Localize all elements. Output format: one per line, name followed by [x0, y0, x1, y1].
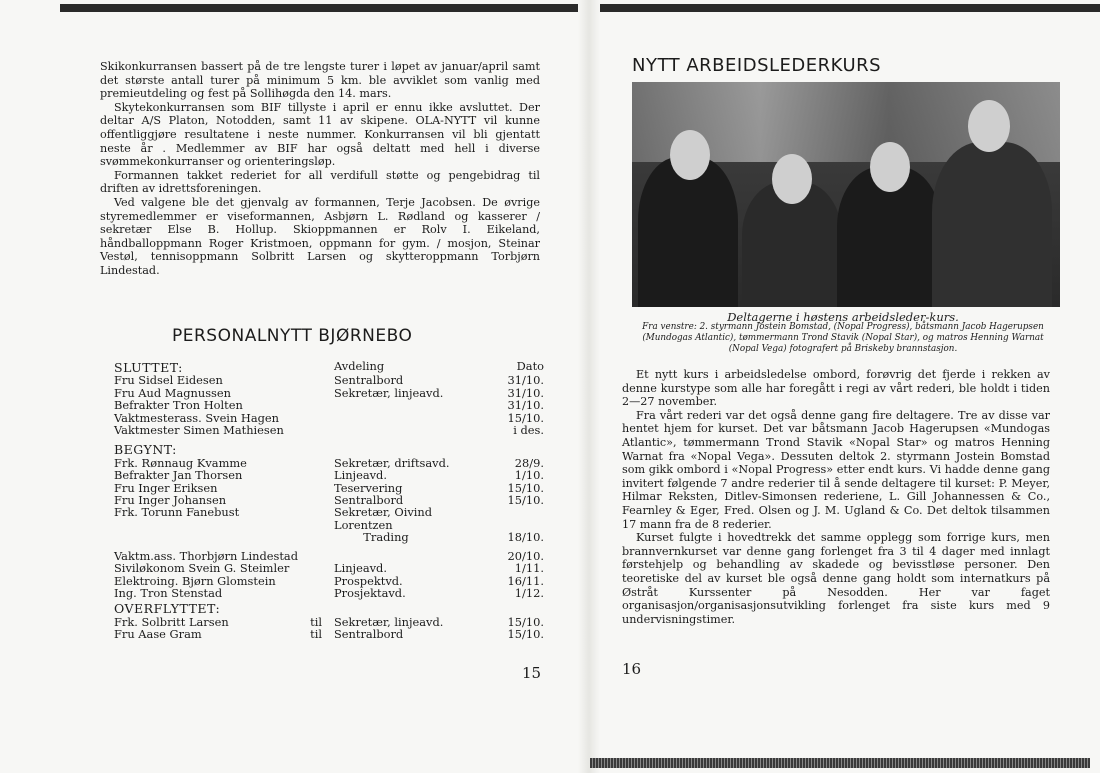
staff-department: Sentralbord — [334, 627, 404, 642]
paragraph: Formannen takket rederiet for all verdifull støtte og pengebidrag til driften av idrettsforeningen. — [100, 168, 540, 196]
photo-caption-title: Deltagerne i høstens arbeidsleder-kurs. — [727, 310, 959, 324]
staff-name: Fru Sidsel Eidesen — [114, 373, 223, 388]
page-gutter — [578, 0, 600, 773]
staff-row — [114, 469, 544, 481]
staff-date: 31/10. — [507, 373, 544, 388]
staff-department: Linjeavd. — [334, 468, 387, 483]
staff-date: 31/10. — [507, 385, 544, 400]
table-header-row — [114, 360, 544, 374]
staff-name-text: Frk. Solbritt Larsen — [114, 614, 229, 629]
staff-date: 15/10. — [507, 614, 544, 629]
overflyttet-label: OVERFLYTTET: — [114, 601, 221, 617]
staff-name — [114, 531, 303, 543]
staff-name: Frk. Torunn Fanebust — [114, 505, 240, 520]
staff-department: Sekretær, linjeavd. — [334, 614, 444, 629]
group-photo — [632, 82, 1060, 307]
staff-name — [114, 628, 334, 640]
staff-date: 18/10. — [507, 530, 544, 545]
overflyttet-list — [114, 616, 544, 641]
staff-name-text: Fru Aase Gram — [114, 627, 202, 642]
staff-department: Teservering — [334, 480, 403, 495]
staff-date: 20/10. — [507, 548, 544, 563]
staff-date: i des. — [513, 423, 544, 438]
section-heading-personalnytt: PERSONALNYTT BJØRNEBO — [172, 326, 413, 346]
staff-date: 15/10. — [507, 480, 544, 495]
photo-caption-text: Fra venstre: 2. styrmann Jostein Bomstad, (Nopal Progress), båtsmann Jacob Hagerupsen (Mundogas Atlantic), tømmermann Trond Stavik (Nopal Star), og matros Henning Warnat (Nopal Vega) fotografert på Briskeby brannstasjon. — [642, 322, 1044, 354]
staff-changes-table — [114, 360, 544, 641]
staff-date: 1/10. — [514, 468, 544, 483]
staff-department: Sekretær, linjeavd. — [334, 385, 444, 400]
begynt-label: BEGYNT: — [114, 442, 177, 458]
staff-row — [114, 399, 544, 411]
paragraph: Et nytt kurs i arbeidsledelse ombord, forøvrig det fjerde i rekken av denne kurstype som alle har foregått i regi av vårt rederi, ble holdt i tiden 2—27 november. — [622, 368, 1050, 409]
photo-face — [670, 130, 710, 180]
til-label: til — [310, 627, 322, 642]
left-page-text — [100, 60, 540, 278]
til-label: til — [310, 614, 322, 629]
photo-face — [870, 142, 910, 192]
staff-row — [114, 628, 544, 640]
page-number-left: 15 — [522, 664, 542, 682]
staff-department: Sekretær, Oivind Lorentzen — [334, 505, 433, 532]
staff-date: 15/10. — [507, 493, 544, 508]
sluttet-label: SLUTTET: — [114, 360, 183, 375]
staff-name: Fru Inger Eriksen — [114, 480, 218, 495]
staff-department: Sentralbord — [334, 493, 404, 508]
scan-edge-bottom — [590, 758, 1090, 768]
staff-name: Vaktmester Simen Mathiesen — [114, 423, 284, 438]
page-number-right: 16 — [622, 660, 642, 678]
staff-department — [334, 399, 494, 411]
staff-department: Sekretær, driftsavd. — [334, 455, 450, 470]
staff-date: 15/10. — [507, 410, 544, 425]
staff-name: Ing. Tron Stenstad — [114, 585, 223, 600]
staff-row — [114, 424, 544, 436]
staff-department: Prosjektavd. — [334, 585, 406, 600]
staff-department: Sentralbord — [334, 373, 404, 388]
staff-name: Fru Inger Johansen — [114, 493, 227, 508]
staff-department — [334, 424, 494, 436]
paragraph: Ved valgene ble det gjenvalg av formannen, Terje Jacobsen. De øvrige styremedlemmer er viseformannen, Asbjørn L. Rødland og kasserer / sekretær Else B. Hollup. Skioppmannen er Rolv I. Eikeland, håndballoppmann Roger Kristmoen, oppmann for gym. / mosjon, Steinar Vestøl, tennisoppmann Solbritt Larsen og skytteroppmann Torbjørn Lindestad. — [100, 195, 540, 277]
staff-name: Siviløkonom Svein G. Steimler — [114, 561, 290, 576]
staff-date: 31/10. — [507, 398, 544, 413]
scan-edge-top-left — [60, 4, 580, 12]
staff-department: Prospektvd. — [334, 573, 403, 588]
staff-date: 28/9. — [514, 455, 544, 470]
section-heading-arbeidslederkurs: NYTT ARBEIDSLEDERKURS — [632, 55, 882, 76]
staff-row — [114, 374, 544, 386]
staff-name: Befrakter Jan Thorsen — [114, 468, 243, 483]
begynt-header — [114, 442, 544, 456]
staff-name: Vaktmesterass. Svein Hagen — [114, 410, 279, 425]
staff-row — [114, 506, 544, 531]
paragraph: Fra vårt rederi var det også denne gang fire deltagere. Tre av disse var hentet hjem for kurset. Det var båtsmann Jacob Hagerupsen «Mundogas Atlantic», tømmermann Trond Stavik «Nopal Star» og matros Henning Warnat fra «Nopal Vega». Dessuten deltok 2. styrmann Jostein Bomstad som gikk ombord i «Nopal Progress» etter endt kurs. Vi hadde denne gang invitert følgende 7 andre rederier til å sende deltagere til kurset: P. Meyer, Hilmar Reksten, Ditlev-Simonsen rederiene, L. Gill Johannessen & Co., Fearnley & Eger, Fred. Olsen og J. M. Ugland & Co. Det deltok tilsammen 17 mann fra de 8 rederier. — [622, 408, 1050, 531]
scan-edge-top-right — [596, 4, 1100, 12]
staff-date: 1/12. — [514, 585, 544, 600]
staff-name: Fru Aud Magnussen — [114, 385, 231, 400]
right-page-text — [622, 368, 1050, 626]
begynt-list — [114, 457, 544, 599]
staff-name: Frk. Rønnaug Kvamme — [114, 455, 247, 470]
staff-row — [114, 587, 544, 599]
sluttet-list — [114, 374, 544, 436]
staff-date: 1/11. — [514, 561, 544, 576]
staff-name: Elektroing. Bjørn Glomstein — [114, 573, 276, 588]
staff-date — [494, 506, 544, 531]
staff-row — [114, 562, 544, 574]
photo-person — [932, 142, 1052, 307]
column-header-avdeling: Avdeling — [334, 359, 385, 373]
staff-date: 15/10. — [507, 627, 544, 642]
photo-face — [772, 154, 812, 204]
column-header-dato: Dato — [516, 359, 544, 373]
staff-row — [114, 531, 544, 543]
staff-department: Trading — [363, 530, 409, 545]
staff-name: Vaktm.ass. Thorbjørn Lindestad — [114, 548, 298, 563]
paragraph: Skytekonkurransen som BIF tillyste i april er ennu ikke avsluttet. Der deltar A/S Platon, Notodden, samt 11 av skipene. OLA-NYTT vil kunne offentliggjøre resultatene i neste nummer. Konkurransen vil bli gjentatt neste år . Medlemmer av BIF har også deltatt med hell i diverse svømmekonkurranser og orienteringsløp. — [100, 100, 540, 169]
staff-name: Befrakter Tron Holten — [114, 398, 243, 413]
overflyttet-header — [114, 601, 544, 615]
staff-department: Linjeavd. — [334, 561, 387, 576]
paragraph: Kurset fulgte i hovedtrekk det samme opplegg som forrige kurs, men brannvernkurset var denne gang forlenget fra 3 til 4 dager med innlagt førstehjelp og behandling av skadede og bevisstløse personer. Den teoretiske del av kurset ble også denne gang holdt som internatkurs på Østråt Kurssenter på Nesodden. Her var faget organisasjon/organisasjonsutvikling forlenget fra siste kurs med 9 undervisningstimer. — [622, 531, 1050, 626]
staff-department — [334, 412, 494, 424]
photo-face — [968, 100, 1010, 152]
staff-date: 16/11. — [507, 573, 544, 588]
paragraph: Skikonkurransen bassert på de tre lengste turer i løpet av januar/april samt det største antall turer på minimum 5 km. ble avviklet som vanlig med premieutdeling og fest på Sollihøgda den 14. mars. — [100, 60, 540, 101]
